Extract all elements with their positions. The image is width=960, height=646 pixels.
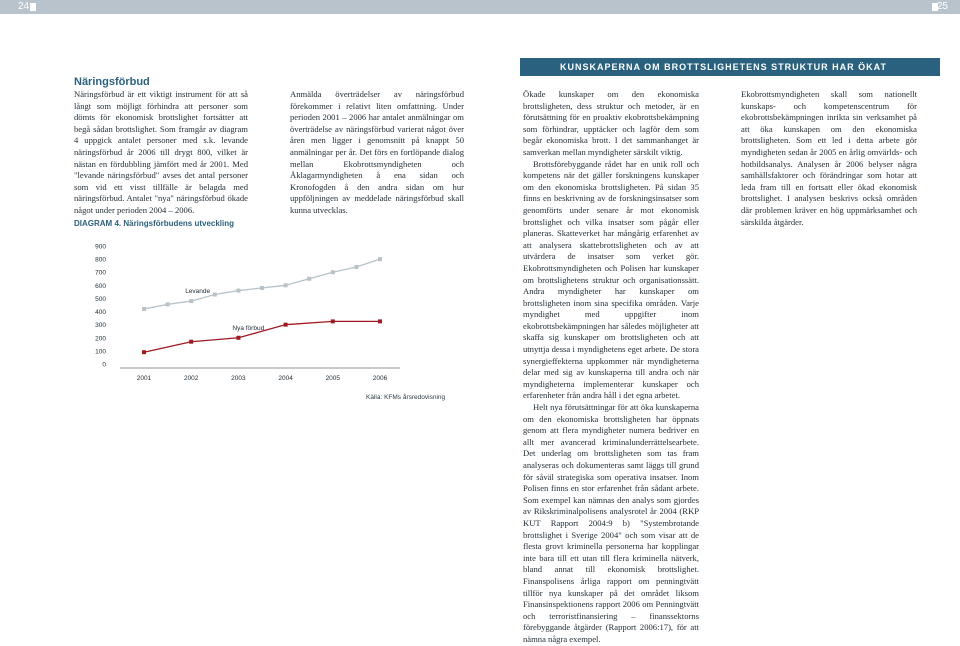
x-tick-label: 2005 <box>325 375 341 382</box>
y-tick-label: 600 <box>95 282 106 290</box>
section-heading: Näringsförbud <box>74 76 150 88</box>
column-4 <box>741 89 917 228</box>
page-number-left: 24 <box>18 1 30 12</box>
paragraph: Ekobrottsmyndigheten skall som nationellt kunskaps- och kompetenscentrum för ekobrottsbekämpningen inrikta sin verksamhet på att öka kunskapen om den ekonomiska brottsligheten. Som ett led i detta arbete gör myndigheten sedan år 2005 en årlig omvärlds- och hotbildsanalys. Analysen år 2006 belyser några samhällsfaktorer och förändringar som hotar att leda fram till en fortsatt eller ökad ekonomisk brottslighet. I analysen beskrivs också områden där problemen kräver en hög uppmärksamhet och särskilda åtgärder. <box>741 89 917 227</box>
line-chart <box>80 236 420 388</box>
data-point <box>166 302 170 306</box>
column-1 <box>74 89 248 217</box>
top-band <box>0 0 960 14</box>
data-point <box>236 289 240 293</box>
y-tick-label: 800 <box>95 256 106 264</box>
data-point <box>189 340 193 344</box>
data-point <box>378 257 382 261</box>
data-point <box>213 293 217 297</box>
data-point <box>331 270 335 274</box>
data-point <box>142 307 146 311</box>
data-point <box>284 323 288 327</box>
data-point <box>307 277 311 281</box>
series-label: Levande <box>185 288 211 296</box>
page-number-right: 25 <box>936 1 948 12</box>
paragraph: Näringsförbud är ett viktigt instrument för att så långt som möjligt förhindra att personer som dömts för ekonomisk brottslighet fortsätter att begå sådan brottslighet. Som framgår av diagram 4 uppgick antalet personer med s.k. levande näringsförbud år 2006 till drygt 800, vilket är nästan en fördubbling jämfört med år 2001. Med "levande näringsförbud" avses det antal personer som vid ett visst tillfälle är belagda med näringsförbud. Antalet "nya" näringsförbud ökade något under perioden 2004 – 2006. <box>74 89 248 215</box>
x-tick-label: 2001 <box>136 375 152 382</box>
y-tick-label: 900 <box>95 243 106 251</box>
paragraph: Helt nya förutsättningar för att öka kunskaperna om den ekonomiska brottsligheten har öppnats genom att flera myndigheter numera bedriver en allt mer avancerad kriminalunderrättelsearbete. Det underlag om brottsligheten som tas fram analyseras och dokumenteras samt läggs till grund för såväl strategiska som operativa insatser. Inom Polisen finns en stor erfarenhet från sådant arbete. Som exempel kan nämnas den analys som gjordes av Rikskriminalpolisens analysrotel år 2004 (RKP KUT Rapport 2004:9 b) "Systembrotande brottslighet i Sverige 2004" och som visar att de flesta grovt kriminella personerna har kopplingar inte bara till ett utan till flera kriminella nätverk, bland annat till ekonomisk brottslighet. Finanspolisens årliga rapport om penningtvätt tillför nya kunskaper på det området liksom Finansinspektionens rapport 2006 om Penningtvätt och terroristfinansiering – finanssektorns förebyggande åtgärder (Rapport 2006:17), för att nämna några exempel. <box>523 402 699 644</box>
series-label: Nya förbud <box>232 324 265 332</box>
y-tick-label: 100 <box>95 348 106 356</box>
x-tick-label: 2004 <box>278 375 293 382</box>
y-tick-label: 700 <box>95 269 106 277</box>
series-line <box>144 259 380 309</box>
y-tick-label: 0 <box>102 361 106 369</box>
y-tick-label: 500 <box>95 295 106 303</box>
data-point <box>284 283 288 287</box>
paragraph: Anmälda överträdelser av näringsförbud förekommer i relativt liten omfattning. Under perioden 2001 – 2006 har antalet anmälningar om överträdelse av näringsförbud varierat något över åren men ligger i genomsnitt på knappt 50 anmälningar per år. Det förs en fortlöpande dialog mellan Ekobrottsmyndigheten och Åklagarmyndigheten å ena sidan och Kronofogden å den andra sidan om hur uppföljningen av meddelade näringsförbud skall kunna utvecklas. <box>290 89 464 215</box>
x-tick-label: 2003 <box>231 375 246 382</box>
page-marker-left <box>30 3 36 11</box>
data-point <box>331 319 335 323</box>
chart-source: Källa: KFMs årsredovisning <box>366 394 446 401</box>
column-2 <box>290 89 464 217</box>
section-kicker: KUNSKAPERNA OM BROTTSLIGHETENS STRUKTUR HAR ÖKAT <box>520 58 940 76</box>
data-point <box>236 336 240 340</box>
data-point <box>142 350 146 354</box>
x-tick-label: 2006 <box>372 375 388 382</box>
paragraph: Ökade kunskaper om den ekonomiska brottsligheten, dess struktur och metoder, är en förutsättning för en proaktiv ekobrottsbekämpning som förhindrar, upptäcker och lagför dem som begår ekonomiska brott. I det sammanhanget är samverkan mellan myndigheter särskilt viktig. <box>523 89 699 157</box>
y-tick-label: 300 <box>95 322 106 330</box>
diagram-label: DIAGRAM 4. Näringsförbudens utveckling <box>74 219 235 228</box>
data-point <box>378 319 382 323</box>
y-tick-label: 400 <box>95 309 106 317</box>
paragraph: Brottsförebyggande rådet har en unik roll och kompetens när det gäller forskningens kunskaper om den ekonomiska brottsligheten. På sidan 35 finns en beskrivning av de forskningsinsatser som genomförts under senare år mot ekonomisk brottslighet och vilka insatser som pågår eller planeras. Skatteverket har mångårig erfarenhet av att analysera skattebrottsligheten och av att utvärdera de insatser som verket gör. Ekobrottsmyndigheten och Polisen har kunskaper om brottslighetens struktur och organisationssätt. Andra myndigheter har kunskaper om brottsligheten inom sina specifika områden. Varje myndighet med uppgifter inom ekobrottsbekämpningen har således möjligheter att skaffa sig kunskaper om brottsligheten och att utnyttja dessa i myndighetens eget arbete. De stora synergieffekterna uppkommer när myndigheterna delar med sig av kunskaperna till andra och när myndigheterna implementerar kunskaper och erfarenheter från andra håll i det egna arbetet. <box>523 158 699 401</box>
data-point <box>354 265 358 269</box>
x-tick-label: 2002 <box>183 375 199 382</box>
column-3 <box>523 89 699 646</box>
data-point <box>260 286 264 290</box>
data-point <box>189 299 193 303</box>
y-tick-label: 200 <box>95 335 106 343</box>
